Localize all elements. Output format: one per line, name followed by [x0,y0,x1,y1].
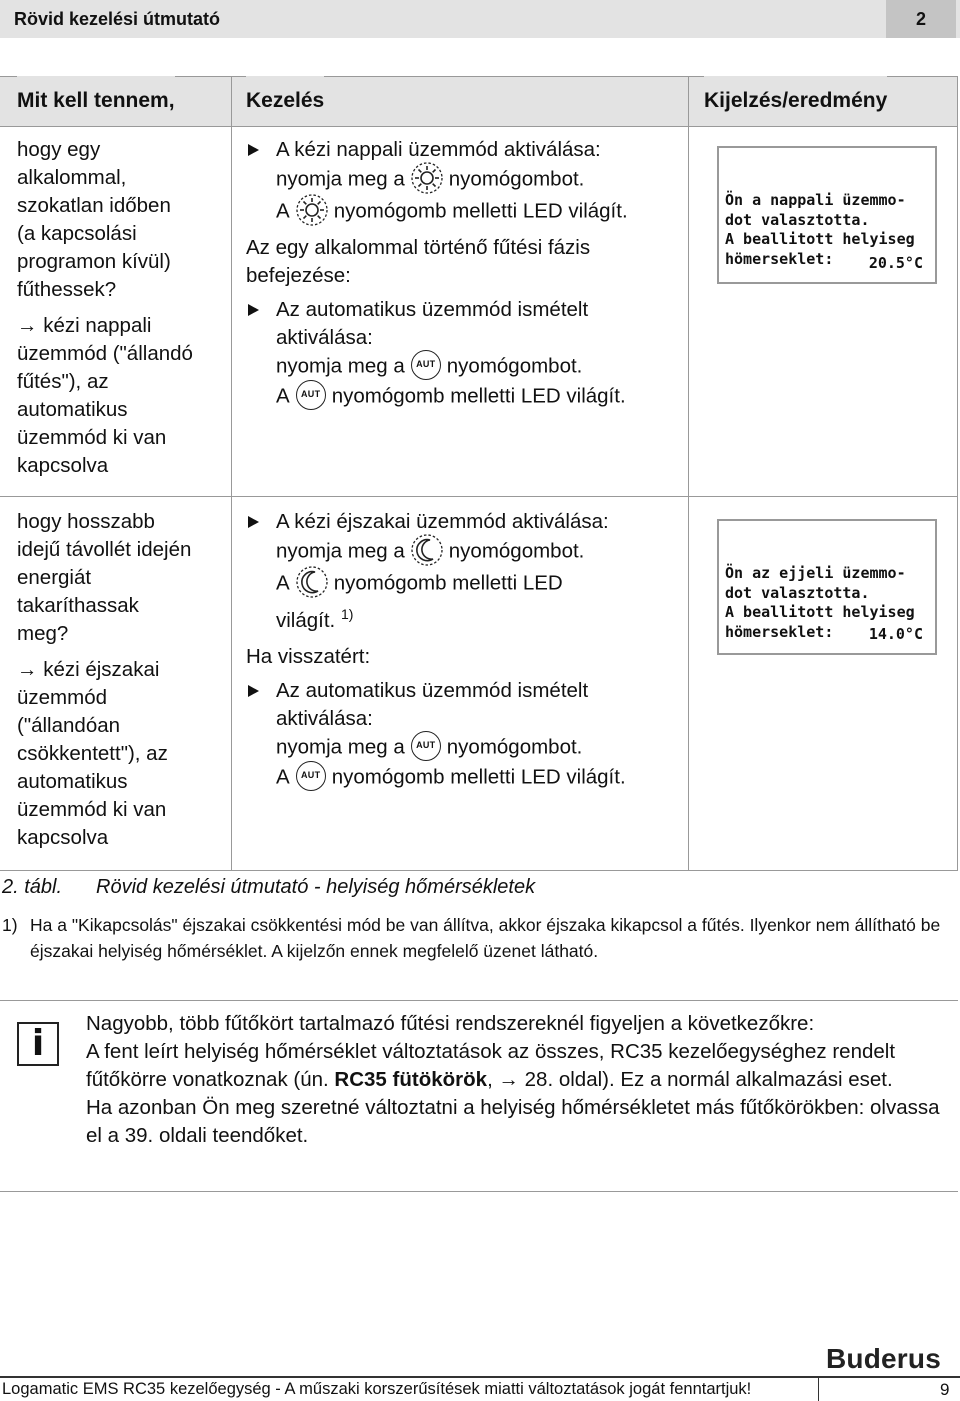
info-text [86,1010,946,1150]
step-text: nyomógomb melletti LED világít. [333,199,628,223]
answer-line: ("állandóan [17,714,121,737]
answer-line: kapcsolva [17,826,109,849]
answer-line: kapcsolva [17,454,109,477]
step-title: Az automatikus üzemmód ismételt aktiválása: [276,678,589,730]
step-text: nyomógombot. [448,539,585,563]
step-intro: Ha visszatért: [246,644,371,668]
question-line: (a kapcsolási [17,222,137,245]
table-row-2-operation [246,508,686,793]
question-line: meg? [17,622,69,645]
step-bullet [246,296,686,412]
answer-line: üzemmód [17,686,108,709]
lcd-display-night [717,519,937,655]
table-number: 2. tábl. [2,876,63,898]
step-text: nyomógombot. [448,167,585,191]
answer-line: üzemmód ki van [17,426,167,449]
sun-button-icon [411,162,443,194]
table-divider [957,76,958,871]
question-line: alkalommal, [17,166,127,189]
table-divider [0,496,958,497]
question-line: programon kívül) [17,250,171,273]
info-text-part: A fent leírt helyiség hőmérséklet változtatások az összes, RC35 kezelőegységhez rendelt fűtőkörre vonatkoznak (ún. [86,1040,896,1091]
header-title: Rövid kezelési útmutató [14,9,221,29]
chapter-number: 2 [886,0,956,38]
table-divider [688,76,689,871]
info-paragraph: Nagyobb, több fűtőkört tartalmazó fűtési rendszereknél figyeljen a következőkre: [86,1012,815,1035]
answer-line: automatikus [17,398,128,421]
answer-line: fűtés"), az [17,370,109,393]
answer-line: → kézi éjszakai [17,658,160,681]
step-text: nyomja meg a [276,735,405,759]
step-bullet [246,677,686,793]
question-line: energiát [17,566,92,589]
footer-separator [818,1378,819,1401]
question-line: hogy egy [17,138,101,161]
step-text: nyomógomb melletti LED [333,571,563,595]
step-text: nyomógombot. [446,354,583,378]
answer-line: csökkentett"), az [17,742,168,765]
buderus-logo: Buderus [826,1343,941,1374]
sun-button-icon [296,194,328,226]
lcd-display-day [717,146,937,284]
table-row-2-question [17,508,227,852]
table-row-1-question [17,136,227,480]
step-text: A [276,384,290,408]
lcd-temperature: 20.5°C [868,253,923,272]
step-text: nyomja meg a [276,539,405,563]
table-divider [231,76,232,871]
info-paragraph [86,1038,946,1094]
table-divider [0,126,958,127]
step-text: nyomógomb melletti LED világít. [331,765,626,789]
aut-button-icon: AUT [296,761,326,791]
table-header-result: Kijelzés/eredmény [704,76,887,126]
step-bullet [246,508,686,635]
table-row-1-operation [246,136,686,412]
info-link-term: RC35 fütökörök [334,1068,488,1091]
step-text: nyomógombot. [446,735,583,759]
step-text: A [276,199,290,223]
footnote-text: Ha a "Kikapcsolás" éjszakai csökkentési mód be van állítva, akkor éjszaka kikapcsol a fűtés. Ilyenkor nem állítható be éjszakai helyiség hőmérséklet. A kijelzőn ennek megfelelő üzenet látható. [30,915,941,961]
moon-button-icon [411,534,443,566]
lcd-text: Ön az ejjeli üzemmo- dot valasztotta. A beallitott helyiseg hömerseklet: [725,564,915,641]
step-text: nyomógomb melletti LED világít. [331,384,626,408]
moon-button-icon [296,566,328,598]
footer-rule [0,1376,960,1378]
question-line: hogy hosszabb [17,510,155,533]
step-title: A kézi éjszakai üzemmód aktiválása: [276,510,609,533]
answer-line: automatikus [17,770,128,793]
question-line: takaríthassak [17,594,139,617]
step-text: nyomja meg a [276,167,405,191]
step-text: nyomja meg a [276,354,405,378]
lcd-temperature: 14.0°C [868,624,923,643]
answer-line: üzemmód ("állandó [17,342,193,365]
answer-line: → kézi nappali [17,314,152,337]
aut-button-icon: AUT [296,380,326,410]
info-text-part: , → 28. oldal). Ez a normál alkalmazási eset. [487,1068,893,1091]
lcd-text: Ön a nappali üzemmo- dot valasztotta. A beallitott helyiseg hömerseklet: [725,191,915,268]
table-caption-text: Rövid kezelési útmutató - helyiség hőmérsékletek [96,876,536,898]
table-divider [0,870,958,871]
question-line: szokatlan időben [17,194,171,217]
footnote-ref: 1) [340,606,354,622]
question-line: fűthessek? [17,278,117,301]
answer-line: üzemmód ki van [17,798,167,821]
info-icon: i [17,1022,59,1066]
footnote-mark: 1) [2,915,18,935]
question-line: idejű távollét idején [17,538,192,561]
step-title: A kézi nappali üzemmód aktiválása: [276,138,601,161]
step-text: A [276,571,290,595]
step-intro: Az egy alkalommal történő fűtési fázis befejezése: [246,236,591,287]
step-bullet [246,136,686,228]
aut-button-icon: AUT [411,350,441,380]
page-number: 9 [940,1380,950,1399]
footer-text: Logamatic EMS RC35 kezelőegység - A műszaki korszerűsítések miatti változtatások jogát fenntartjuk! [2,1380,752,1398]
info-paragraph: Ha azonban Ön meg szeretné változtatni a helyiség hőmérsékletet más fűtőkörökben: olvassa el a 39. oldali teendőket. [86,1096,940,1147]
step-text: világít. [276,608,336,632]
step-title: Az automatikus üzemmód ismételt aktiválása: [276,298,589,349]
table-header-operation: Kezelés [246,76,324,126]
step-text: A [276,765,290,789]
footnote [2,912,952,964]
aut-button-icon: AUT [411,731,441,761]
table-caption [2,876,535,899]
table-header-question: Mit kell tennem, [17,76,175,126]
